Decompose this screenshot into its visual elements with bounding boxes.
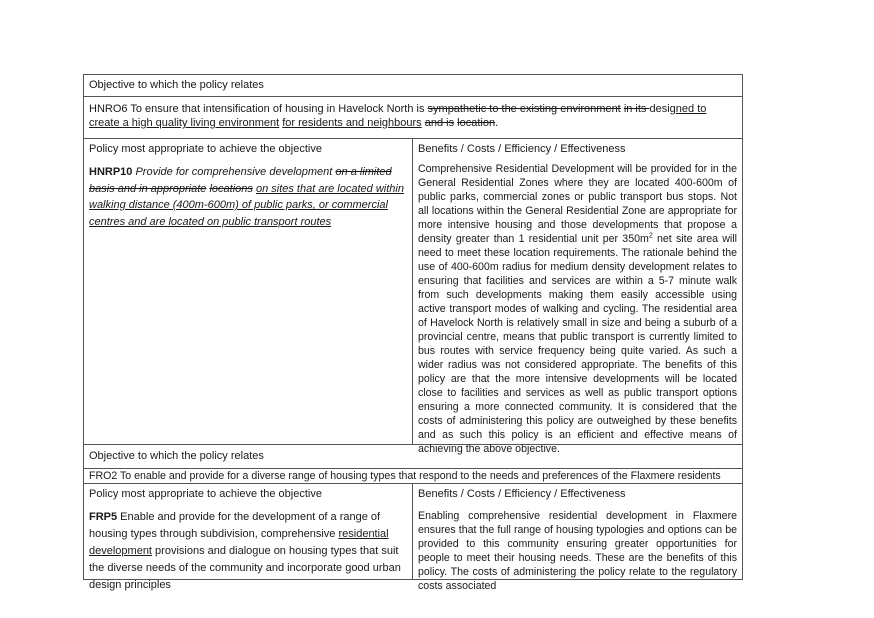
policy-code: HNRP10 — [89, 166, 133, 178]
benefits-heading: Benefits / Costs / Efficiency / Effectiveness — [418, 488, 626, 500]
benefits-text-part: net site area will need to meet these location requirements. The rationale behind the use of 400-600m radius for medium density development relates to ensuring that facilities and services are within a 5-7 minute walk from such developments making them easily accessible using active transport modes of walking and cycling. The residential area of Havelock North is relatively small in size and being a suburb of a provincial centre, means that public transport is currently limited to bus routes with service frequency being quite varied. As such a wider radius was not considered appropriate. The benefits of this policy are that the more intensive developments will be located close to facilities and services as well as public transport options ensuring a more connected community. It is considered that the costs of administering this policy are outweighed by these benefits and as such this policy is an efficient and effective means of achieving the above objective. — [418, 233, 737, 455]
objective-heading: Objective to which the policy relates — [89, 79, 264, 91]
policy-heading: Policy most appropriate to achieve the objective — [89, 143, 322, 155]
policy-cell — [84, 484, 413, 591]
deleted-text: sympathetic to the existing environment — [427, 103, 621, 115]
objective-heading-row — [84, 445, 742, 469]
objective-row — [84, 97, 742, 139]
policy-heading: Policy most appropriate to achieve the objective — [89, 488, 322, 500]
benefits-text-part: Comprehensive Residential Development will be provided for in the General Residential Zones where they are located 400-600m of public parks, commercial zones or public transport bus stops. Not all locations within the General Residential Zone are appropriate for more intensive housing and those developments that propose a density greater than 1 residential unit per 350m — [418, 163, 737, 245]
policy-table — [83, 74, 743, 592]
superscript: 2 — [648, 232, 653, 240]
policy-text-part: provisions and dialogue on housing types that suit the diverse needs of the community and incorporate good urban design principles — [89, 545, 401, 591]
benefits-text: Enabling comprehensive residential development in Flaxmere ensures that the full range of housing typologies and options can be provided to this community ensuring greater opportunities for people to meet their housing needs. These are the benefits of this policy. The costs of administering the policy relate to the regulatory costs associated — [418, 510, 737, 592]
objective-text — [84, 97, 742, 138]
objective-text: FRO2 To enable and provide for a diverse range of housing types that respond to the needs and preferences of the Flaxmere residents — [89, 470, 721, 482]
objective-heading-row — [84, 75, 742, 97]
benefits-heading: Benefits / Costs / Efficiency / Effectiveness — [418, 143, 626, 155]
objective-text-part: desig — [649, 103, 676, 115]
objective-heading: Objective to which the policy relates — [89, 450, 264, 462]
policy-row — [84, 484, 742, 592]
objective-text-part: . — [495, 117, 499, 129]
deleted-text: locations — [209, 182, 253, 195]
policy-text — [89, 164, 407, 230]
benefits-cell — [413, 484, 742, 592]
inserted-text: on sites that are located within walking distance (400m-600m) of public parks, or commercial centres and are located on public transport routes — [89, 182, 404, 228]
objective-text-part: HNRO6 To ensure that intensification of housing in Havelock North is — [89, 103, 428, 115]
deleted-text: location — [457, 117, 496, 129]
policy-row — [84, 139, 742, 455]
policy-text-part: Provide for comprehensive development — [132, 166, 336, 178]
benefits-cell — [413, 139, 742, 455]
inserted-text: for residents and neighbours — [282, 117, 422, 129]
policy-text-part: Enable and provide for the development of a range of housing types through subdivision, comprehensive — [89, 511, 381, 540]
benefits-text — [418, 162, 737, 456]
policy-text — [89, 509, 407, 594]
deleted-text: on a limited basis and in appropriate — [89, 166, 392, 195]
inserted-text: ned to create a high quality living environment — [89, 103, 707, 129]
deleted-text: in its — [623, 103, 650, 115]
deleted-text: and is — [424, 117, 455, 129]
objective-row — [84, 469, 742, 484]
policy-code: FRP5 — [89, 511, 118, 523]
inserted-text: residential development — [89, 528, 389, 557]
policy-cell — [84, 139, 413, 444]
